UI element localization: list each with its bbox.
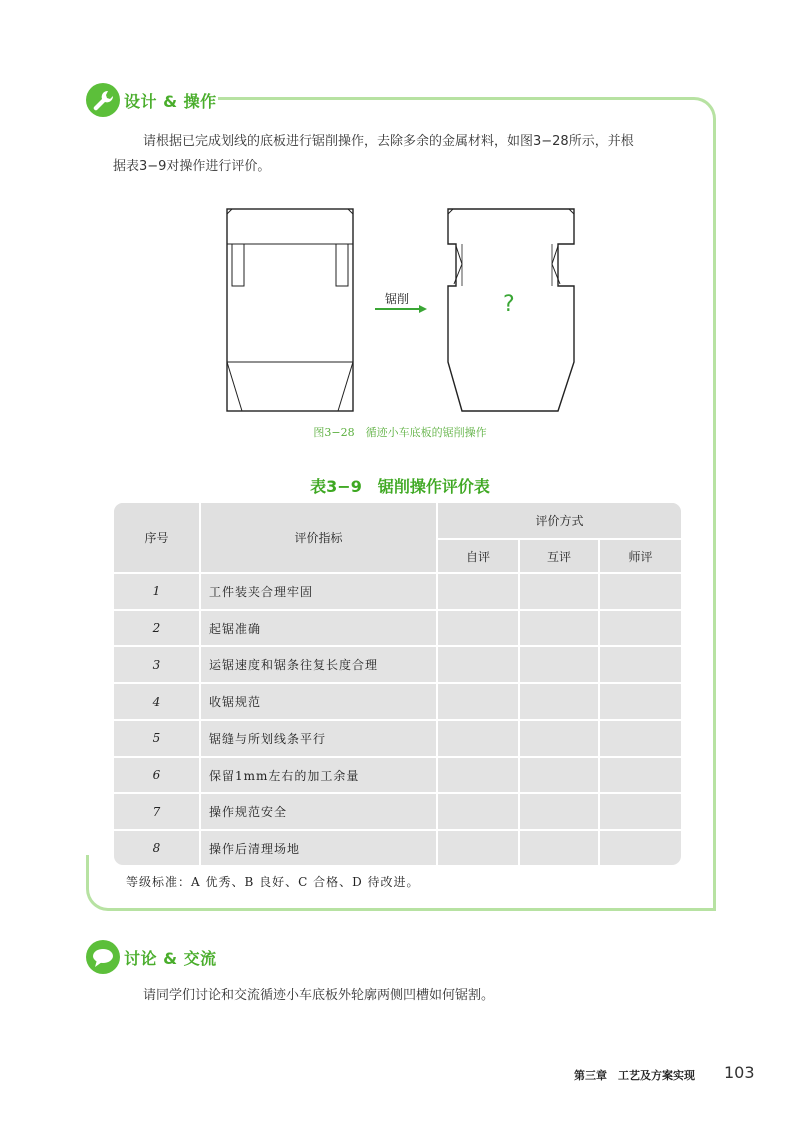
row-index: 3	[114, 646, 200, 683]
sawing-figure	[220, 200, 590, 420]
self-cell[interactable]	[437, 646, 519, 683]
row-criterion: 操作后清理场地	[200, 830, 437, 865]
self-cell[interactable]	[437, 757, 519, 794]
self-cell[interactable]	[437, 793, 519, 830]
row-criterion: 操作规范安全	[200, 793, 437, 830]
footer-chapter: 第三章 工艺及方案实现	[574, 1069, 695, 1082]
row-criterion: 运锯速度和锯条往复长度合理	[200, 646, 437, 683]
peer-cell[interactable]	[519, 683, 599, 720]
arrow-label: 锯削	[385, 292, 410, 306]
page-number: 103	[724, 1063, 755, 1082]
table-row	[114, 830, 681, 865]
question-mark: ?	[503, 292, 515, 317]
row-index: 4	[114, 683, 200, 720]
plate-before	[227, 209, 353, 411]
self-cell[interactable]	[437, 610, 519, 647]
instruction-line-1: 请根据已完成划线的底板进行锯削操作，去除多余的金属材料，如图3−28所示，并根	[143, 134, 634, 149]
teacher-cell[interactable]	[599, 683, 681, 720]
header-criterion: 评价指标	[200, 503, 437, 573]
row-index: 5	[114, 720, 200, 757]
teacher-cell[interactable]	[599, 573, 681, 610]
header-index: 序号	[114, 503, 200, 573]
peer-cell[interactable]	[519, 610, 599, 647]
figure-caption: 图3−28 循迹小车底板的锯削操作	[313, 426, 487, 439]
row-criterion: 锯缝与所划线条平行	[200, 720, 437, 757]
peer-cell[interactable]	[519, 793, 599, 830]
header-peer: 互评	[519, 539, 599, 573]
teacher-cell[interactable]	[599, 646, 681, 683]
header-teacher: 师评	[599, 539, 681, 573]
row-criterion: 起锯准确	[200, 610, 437, 647]
discussion-prompt: 请同学们讨论和交流循迹小车底板外轮廓两侧凹槽如何锯割。	[143, 988, 495, 1003]
self-cell[interactable]	[437, 573, 519, 610]
discussion-section-title: 讨论 & 交流	[124, 949, 217, 968]
row-criterion: 保留1mm左右的加工余量	[200, 757, 437, 794]
table-title: 表3−9 锯削操作评价表	[310, 477, 490, 496]
evaluation-table	[114, 503, 681, 865]
row-index: 7	[114, 793, 200, 830]
row-criterion: 收锯规范	[200, 683, 437, 720]
header-method: 评价方式	[437, 503, 681, 539]
row-index: 6	[114, 757, 200, 794]
teacher-cell[interactable]	[599, 830, 681, 865]
peer-cell[interactable]	[519, 830, 599, 865]
grade-standard-note: 等级标准：A 优秀、B 良好、C 合格、D 待改进。	[126, 875, 420, 889]
teacher-cell[interactable]	[599, 720, 681, 757]
wrench-icon	[86, 83, 120, 117]
teacher-cell[interactable]	[599, 793, 681, 830]
speech-bubble-icon	[86, 940, 120, 974]
header-self: 自评	[437, 539, 519, 573]
self-cell[interactable]	[437, 720, 519, 757]
self-cell[interactable]	[437, 683, 519, 720]
peer-cell[interactable]	[519, 646, 599, 683]
table-row	[114, 683, 681, 720]
design-section-title: 设计 & 操作	[124, 92, 217, 111]
row-index: 1	[114, 573, 200, 610]
row-index: 2	[114, 610, 200, 647]
table-row	[114, 573, 681, 610]
row-criterion: 工件装夹合理牢固	[200, 573, 437, 610]
peer-cell[interactable]	[519, 573, 599, 610]
table-row	[114, 646, 681, 683]
teacher-cell[interactable]	[599, 757, 681, 794]
self-cell[interactable]	[437, 830, 519, 865]
peer-cell[interactable]	[519, 720, 599, 757]
teacher-cell[interactable]	[599, 610, 681, 647]
row-index: 8	[114, 830, 200, 865]
table-row	[114, 757, 681, 794]
table-row	[114, 793, 681, 830]
table-row	[114, 720, 681, 757]
instruction-line-2: 据表3−9对操作进行评价。	[113, 159, 271, 174]
table-row	[114, 610, 681, 647]
peer-cell[interactable]	[519, 757, 599, 794]
